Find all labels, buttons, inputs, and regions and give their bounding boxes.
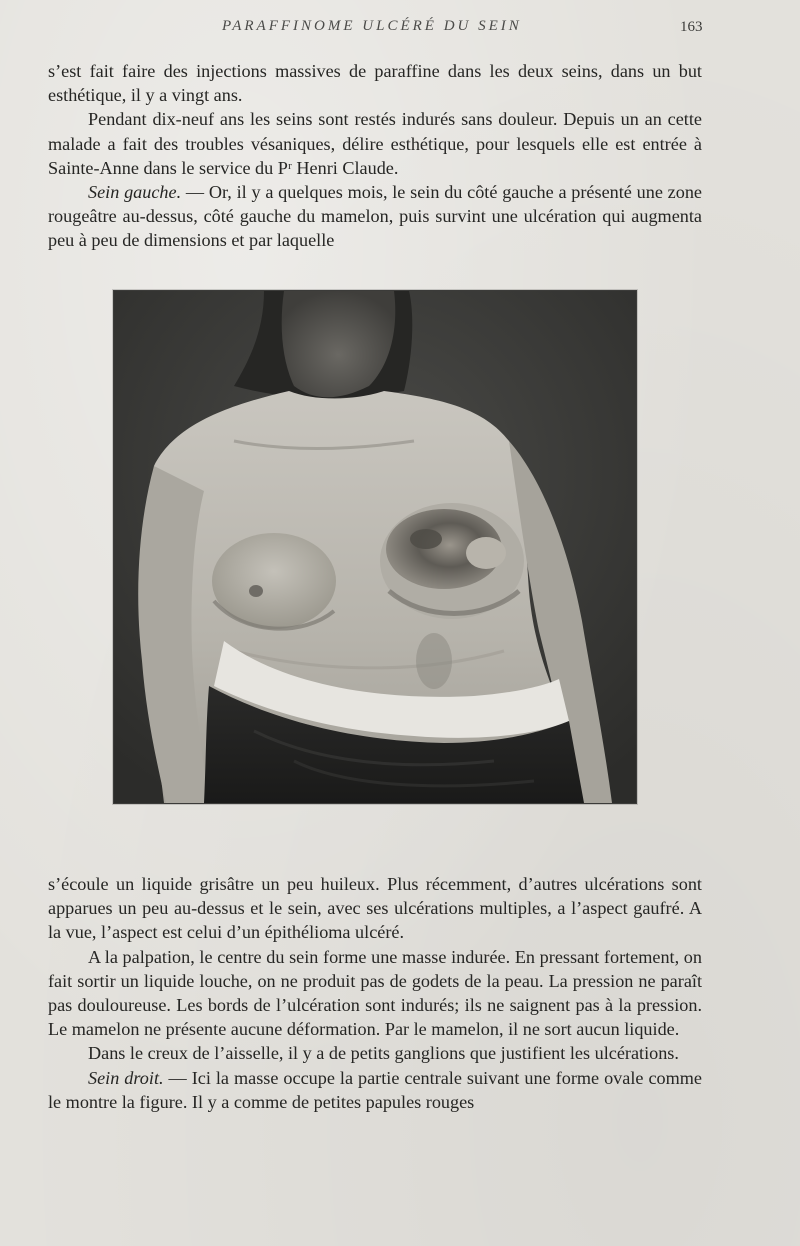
running-head — [0, 18, 800, 42]
figure-photograph — [113, 290, 637, 804]
photograph-image — [114, 291, 636, 803]
paragraph-sein-gauche — [48, 180, 702, 253]
nodule — [466, 537, 506, 569]
text-block-top — [48, 59, 702, 253]
page-number: 163 — [680, 19, 703, 35]
paragraph: A la palpation, le centre du sein forme une masse indurée. En pressant fortement, on fait sortir un liquide louche, on ne produit pas de godets de la peau. La pression ne paraît pas douloureuse. Les bords de l’ulcération sont indurés; ils ne saignent pas à la pression. Le mamelon ne présente aucune déformation. Par le mamelon, il ne sort aucun liquide. — [48, 946, 702, 1040]
paragraph: Pendant dix-neuf ans les seins sont restés indurés sans douleur. Depuis un an cette malade a fait des troubles vésaniques, délire esthétique, pour lesquels elle est entrée à Sainte-Anne dans le service du Pʳ Henri Claude. — [48, 109, 702, 178]
paragraph: s’écoule un liquide grisâtre un peu huileux. Plus récemment, d’autres ulcérations sont apparues un peu au-dessus et le sein, avec ses ulcérations multiples, a l’aspect gaufré. A la vue, l’aspect est celui d’un épithélioma ulcéré. — [48, 874, 702, 943]
nipple — [249, 585, 263, 597]
paragraph-sein-droit — [48, 1066, 702, 1114]
section-label: Sein gauche. — [88, 182, 182, 203]
paragraph-text: — Or, il y a quelques mois, le sein du côté gauche a présenté une zone rougeâtre au-dessus, côté gauche du mamelon, puis survint une ulcération qui augmenta peu à peu de dimensions et par laquelle — [48, 182, 702, 251]
running-title: PARAFFINOME ULCÉRÉ DU SEIN — [222, 18, 522, 34]
paragraph: Dans le creux de l’aisselle, il y a de petits ganglions que justifient les ulcérations. — [88, 1043, 679, 1064]
paragraph-text: — Ici la masse occupe la partie centrale suivant une forme ovale comme le montre la figure. Il y a comme de petites papules rouges — [48, 1067, 702, 1112]
paragraph: s’est fait faire des injections massives de paraffine dans les deux seins, dans un but esthétique, il y a vingt ans. — [48, 61, 702, 106]
section-label: Sein droit. — [88, 1067, 164, 1088]
text-block-bottom — [48, 872, 702, 1114]
